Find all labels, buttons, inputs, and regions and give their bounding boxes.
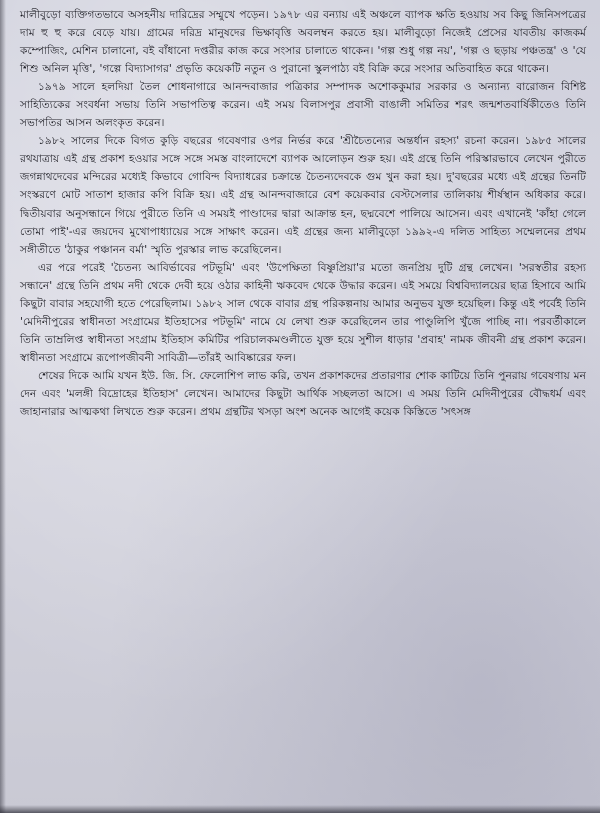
paragraph-2: ১৯৭৯ সালে হলদিয়া তৈল শোধনাগারে আনন্দবাজার পত্রিকার সম্পাদক অশোককুমার সরকার ও অন্যান্য বারোজন বিশিষ্ট সাহিত্যিকের সংবর্ধনা সভায় তিনি সভাপতিত্ব করেন। এই সময় বিলাসপুর প্রবাসী বাঙালী সমিতির শরৎ জন্মশতবার্ষিকীতেও তিনি সভাপতির আসন অলংকৃত করেন। <box>20 81 586 130</box>
paragraph-3: ১৯৮২ সালের দিকে বিগত কুড়ি বছরের গবেষণার ওপর নির্ভর করে 'শ্রীচৈতন্যের অন্তর্ধান রহস্য' রচনা করেন। ১৯৮৫ সালের রথযাত্রায় এই গ্রন্থ প্রকাশ হওয়ার সঙ্গে সঙ্গে সমস্ত বাংলাদেশে ব্যাপক আলোড়ন শুরু হয়। এই গ্রন্থে তিনি পরিস্কারভাবে লেখেন পুরীতে জগন্নাথদেবের মন্দিরের মধ্যেই কিভাবে গোবিন্দ বিদ্যাধরের চক্রান্তে চৈতন্যদেবকে গুম খুন করা হয়। দু'বছরের মধ্যে এই গ্রন্থের তিনটি সংস্করণে মোট সাতাশ হাজার কপি বিক্রি হয়। এই গ্রন্থ আনন্দবাজারে বেশ কয়েকবার বেস্টসেলার তালিকায় শীর্ষস্থান অধিকার করে। দ্বিতীয়বার অনুসন্ধানে গিয়ে পুরীতে তিনি এ সময়ই পাণ্ডাদের দ্বারা আক্রান্ত হন, ছদ্মবেশে পালিয়ে আসেন। এবং এখানেই 'কাঁহা গেলে তোমা পাই'-এর জয়দেব মুখোপাধ্যায়ের সঙ্গে সাক্ষাৎ করেন। এই গ্রন্থের জন্য মালীবুড়ো ১৯৯২-এ দলিত সাহিত্য সম্মেলনের প্রথম সঙ্গীতীতে 'ঠাকুর পঞ্চানন বর্মা' স্মৃতি পুরস্কার লাভ করেছিলেন। <box>20 135 586 256</box>
scan-shadow-bottom <box>0 805 600 813</box>
paragraph-5: শেষের দিকে আমি যখন ইউ. জি. সি. ফেলোশিপ লাভ করি, তখন প্রকাশকদের প্রতারণার শোক কাটিয়ে তিনি পুনরায় গবেষণায় মন দেন এবং 'মলঙ্গী বিদ্রোহের ইতিহাস' লেখেন। আমাদের কিছুটা আর্থিক সচ্ছলতা আসে। এ সময় তিনি মেদিনীপুরের বৌদ্ধধর্ম এবং জাহানারার আত্মকথা লিখতে শুরু করেন। প্রথম গ্রন্থটির খসড়া অংশ অনেক আগেই কয়েক কিস্তিতে 'সৎসঙ্গ <box>20 369 586 419</box>
scan-shadow-left <box>0 0 6 813</box>
paragraph-4: এর পরে পরেই 'চৈতন্য আবির্ভাবের পটভূমি' এবং 'উপেক্ষিতা বিষ্ণুপ্রিয়া'র মতো জনপ্রিয় দুটি গ্রন্থ লেখেন। 'সরস্বতীর রহস্য সন্ধানে' গ্রন্থে তিনি প্রথম নদী থেকে দেবী হয়ে ওঠার কাহিনী ঋকবেদ থেকে উদ্ধার করেন। এই সময়ে বিশ্ববিদ্যালয়ের ছাত্র হিসাবে আমি কিছুটা বাবার সহযোগী হতে পেরেছিলাম। ১৯৮২ সাল থেকে বাবার গ্রন্থ পরিকল্পনায় আমার অনুভব যুক্ত হয়েছিল। কিন্তু এই পর্বেই তিনি 'মেদিনীপুরের স্বাধীনতা সংগ্রামের ইতিহাসের পটভূমি' নামে যে লেখা শুরু করেছিলেন তার পাণ্ডুলিপি খুঁজে পাচ্ছি না। পরবর্তীকালে তিনি তাম্রলিপ্ত স্বাধীনতা সংগ্রাম ইতিহাস কমিটির পরিচালকমণ্ডলীতে যুক্ত হয়ে সুশীল ধাড়ার 'প্রবাহ' নামক জীবনী গ্রন্থ প্রকাশ করেন। স্বাধীনতা সংগ্রামে রূপোপজীবনী সাবিত্রী—তাঁরই আবিষ্কারের ফল। <box>20 261 586 364</box>
paragraph-1: মালীবুড়ো ব্যক্তিগতভাবে অসহনীয় দারিদ্রের সম্মুখে পড়েন। ১৯৭৮ এর বন্যায় এই অঞ্চলে ব্যাপক ক্ষতি হওয়ায় সব কিছু জিনিসপত্রের দাম হু হু করে বেড়ে যায়। গ্রামের দরিদ্র মানুষদের ভিক্ষাবৃত্তি অবলম্বন করতে হয়। মালীবুড়ো নিজেই প্রেসের যাবতীয় কাজকর্ম কম্পোজিং, মেশিন চালানো, বই বাঁধানো দপ্তরীর কাজ করে সংসার চালাতে থাকেন। 'গল্প শুধু গল্প নয়', 'গল্প ও ছড়ায় পঞ্চতন্ত্র' ও 'যে শিশু অনিল মৃত্তি', 'গল্পে বিদ্যাসাগর' প্রভৃতি কয়েকটি নতুন ও পুরানো স্কুলপাঠ্য বই বিক্রি করে সংসার অতিবাহিত করে থাকেন। <box>20 9 586 76</box>
